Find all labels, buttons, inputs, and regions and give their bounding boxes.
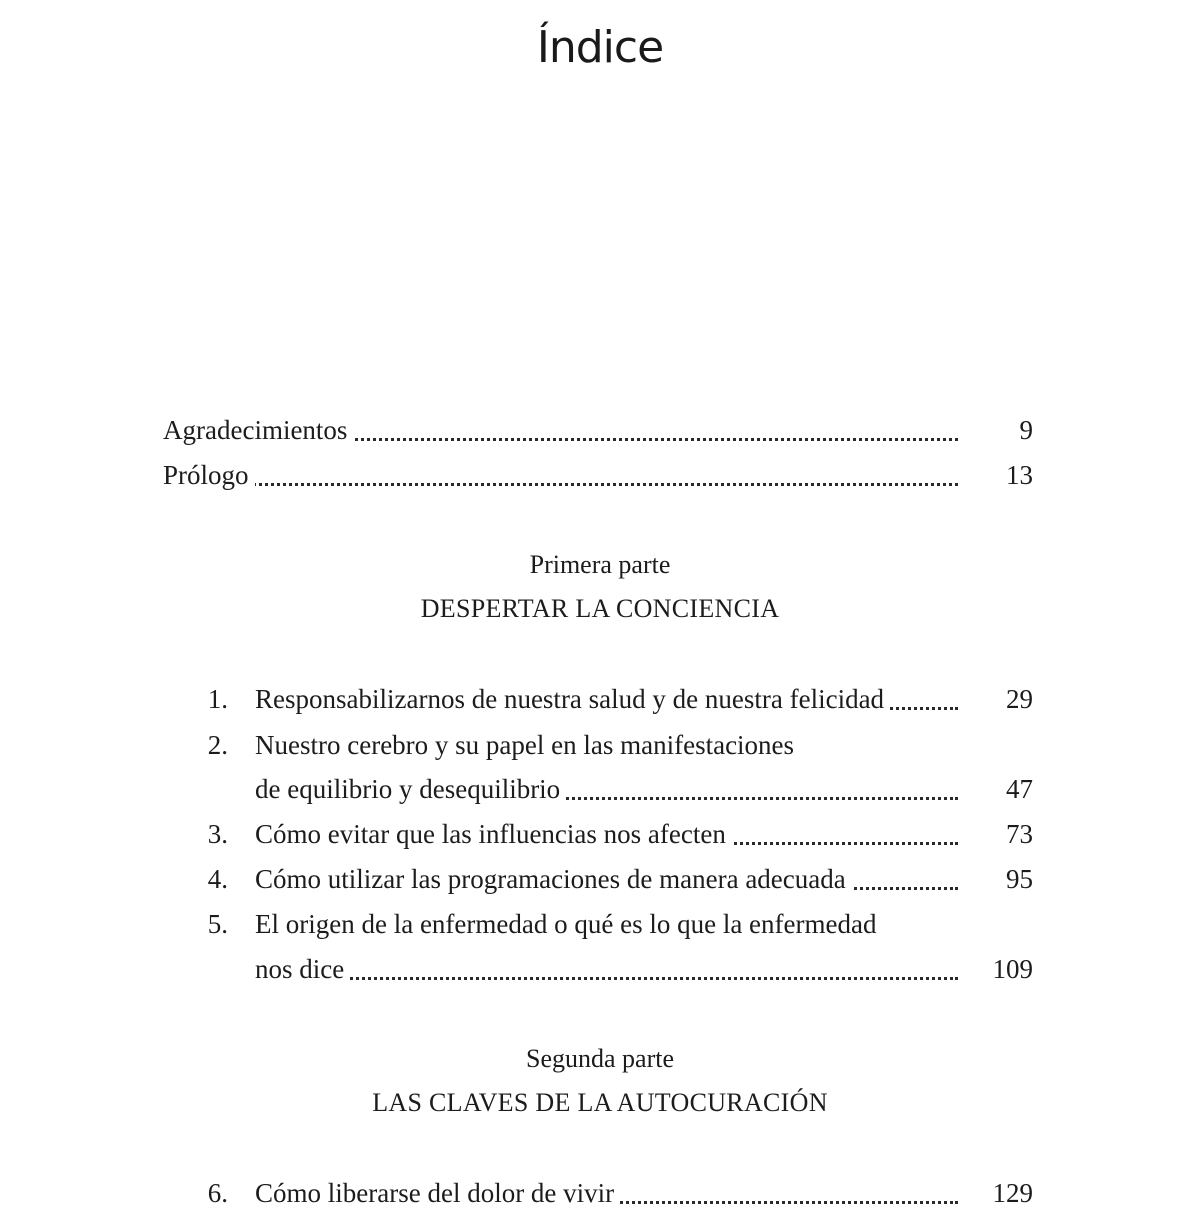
toc-entry-page: 9 [1019,415,1033,445]
part-title: DESPERTAR LA CONCIENCIA [420,594,780,623]
toc-leader-dots [255,977,958,980]
toc-entry-chapter-3[interactable] [255,817,1033,851]
chapter-number: 6. [207,1178,228,1208]
chapter-number: 1. [207,684,228,714]
toc-entry-chapter-4[interactable] [255,862,1033,896]
part-label: Segunda parte [525,1044,674,1073]
toc-entry-label: Cómo utilizar las programaciones de manera adecuada [255,862,852,896]
toc-entry-label: Prólogo [163,458,255,492]
toc-entry-page: 47 [1006,774,1033,804]
page-title: Índice [536,22,664,73]
part-label: Primera parte [529,550,671,579]
chapter-number: 5. [207,909,228,939]
toc-entry-page: 109 [992,954,1033,984]
toc-entry-page: 29 [1006,684,1033,714]
toc-entry-label: Cómo liberarse del dolor de vivir [255,1176,620,1210]
toc-entry-agradecimientos[interactable] [163,413,1033,447]
toc-entry-label: Cómo evitar que las influencias nos afecten [255,817,732,851]
toc-entry-chapter-1[interactable] [255,682,1033,716]
toc-entry-chapter-2[interactable] [255,772,1033,806]
toc-entry-page: 13 [1006,460,1033,490]
chapter-number: 4. [207,864,228,894]
toc-entry-chapter-6[interactable] [255,1176,1033,1210]
chapter-number: 2. [207,730,228,760]
toc-entry-label: Agradecimientos [163,413,353,447]
toc-entry-page: 129 [992,1178,1033,1208]
part-title: LAS CLAVES DE LA AUTOCURACIÓN [372,1088,828,1117]
toc-entry-prologo[interactable] [163,458,1033,492]
toc-entry-label: de equilibrio y desequilibrio [255,772,566,806]
toc-entry-label: nos dice [255,952,350,986]
toc-entry-chapter-5[interactable] [255,952,1033,986]
chapter-number: 3. [207,819,228,849]
toc-leader-dots [163,483,958,486]
toc-entry-page: 73 [1006,819,1033,849]
chapter-title-line: El origen de la enfermedad o qué es lo que la enfermedad [255,909,877,939]
chapter-title-line: Nuestro cerebro y su papel en las manifestaciones [255,730,795,760]
toc-entry-label: Responsabilizarnos de nuestra salud y de nuestra felicidad [255,682,890,716]
toc-entry-page: 95 [1006,864,1033,894]
